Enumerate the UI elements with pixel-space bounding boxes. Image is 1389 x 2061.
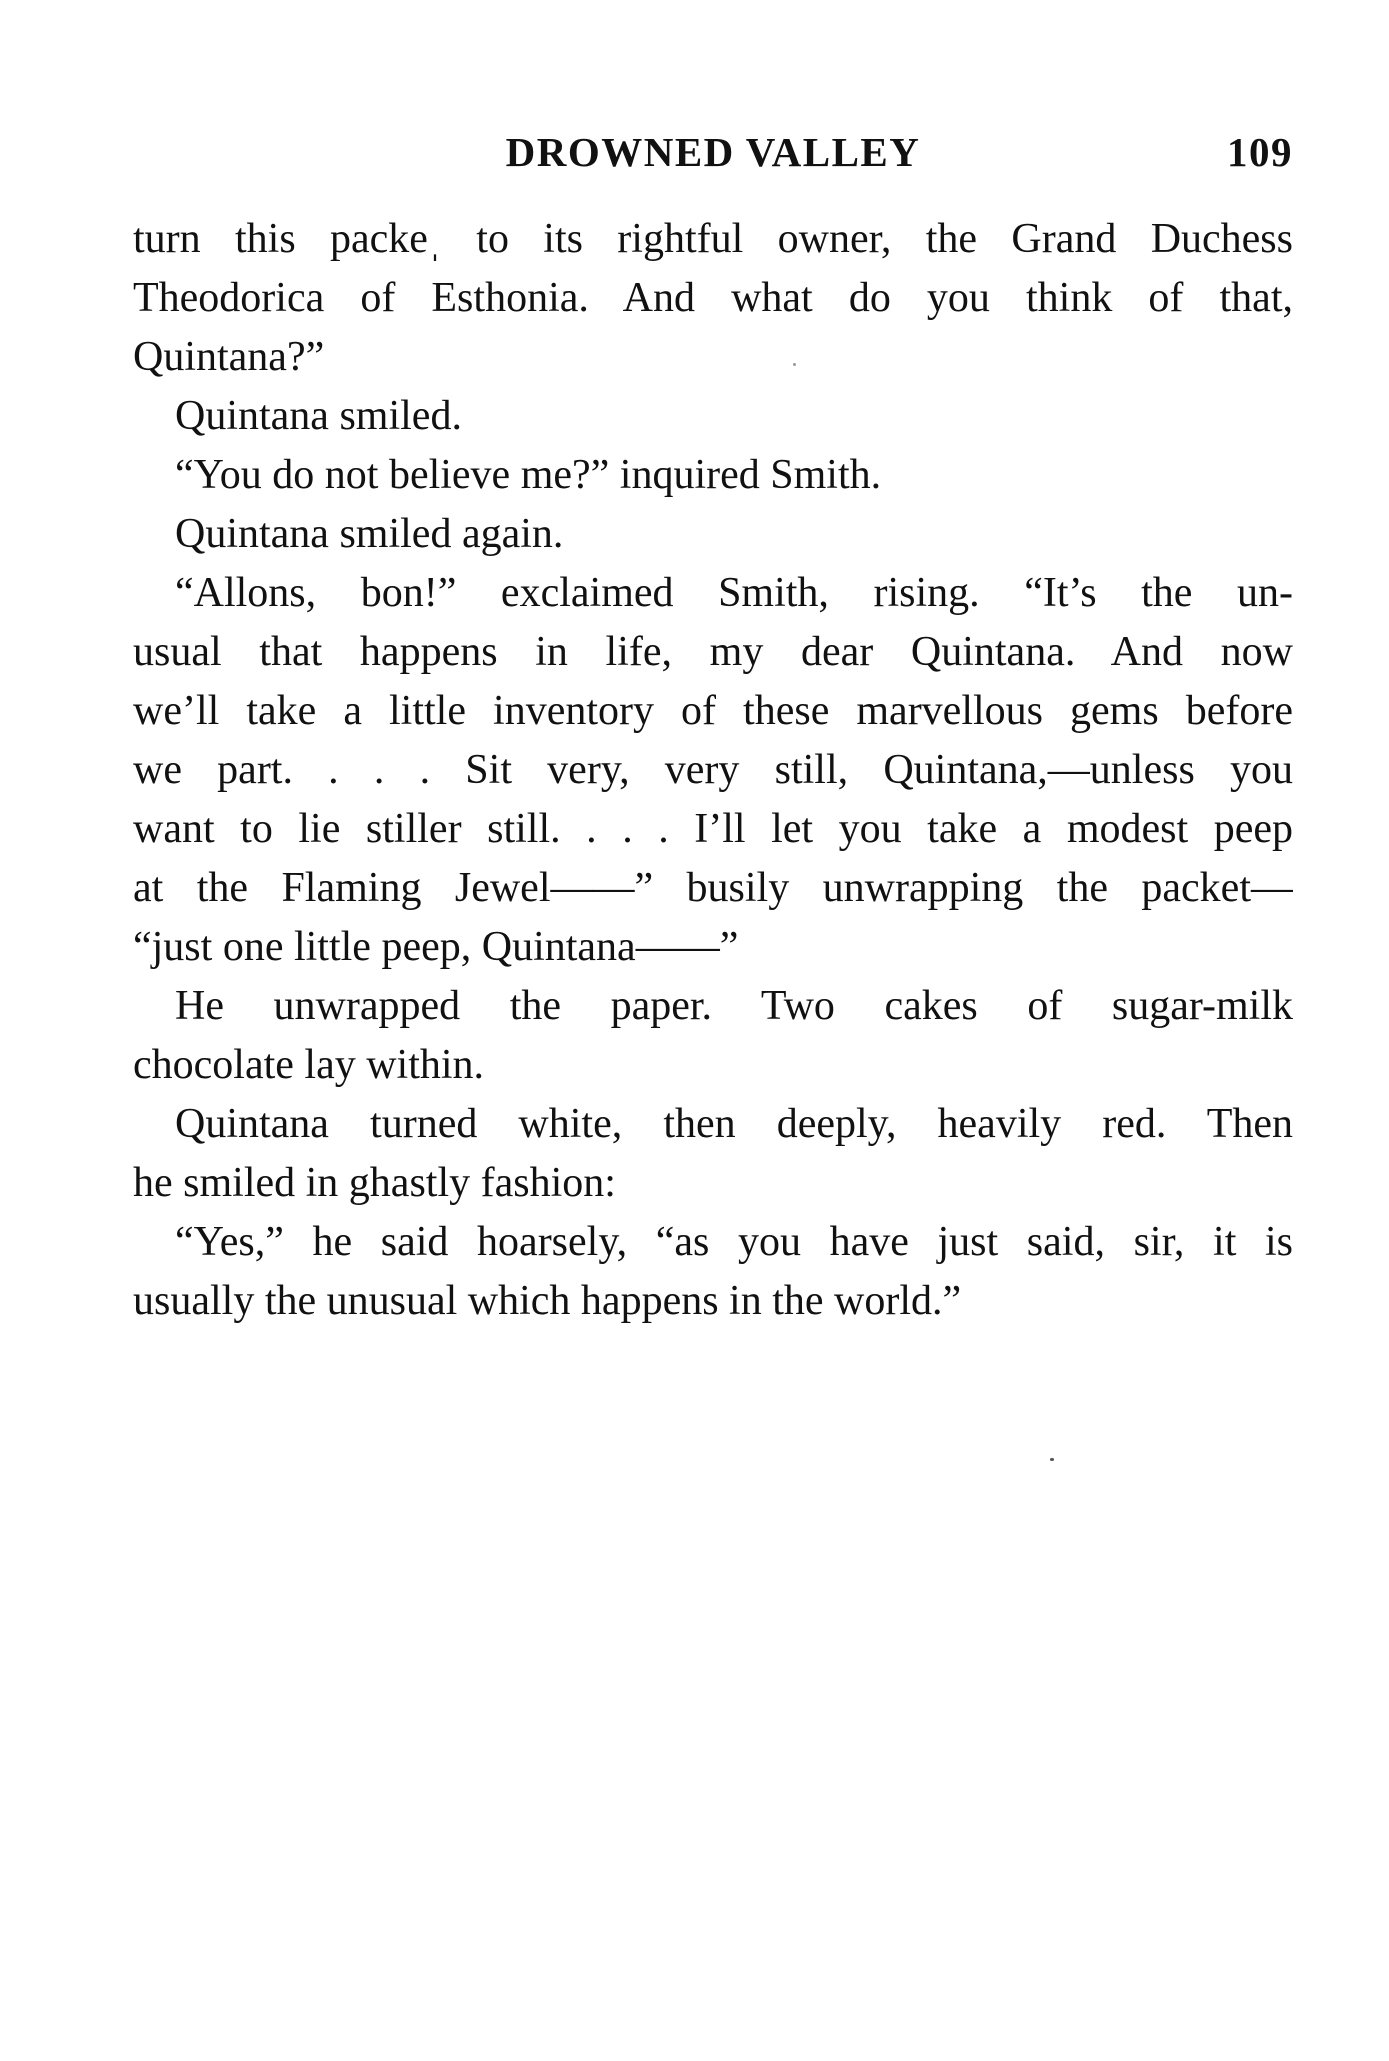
paragraph-start: “Yes,” he said hoarsely, “as you have just said, sir, it is [175,1219,1293,1265]
print-speck [793,363,796,366]
text-line: chocolate lay within. [133,1042,485,1088]
text-line: usual that happens in life, my dear Quintana. And now [133,629,1293,675]
text-line: “just one little peep, Quintana——” [133,924,739,970]
paragraph-start: “You do not believe me?” inquired Smith. [175,452,882,498]
text-line: Quintana?” [133,334,325,380]
running-title: DROWNED VALLEY [505,129,921,175]
paragraph-start: Quintana smiled again. [175,511,564,557]
text-line: we’ll take a little inventory of these marvellous gems before [133,688,1293,734]
text-line: at the Flaming Jewel——” busily unwrapping the packet— [133,865,1293,911]
print-speck [1050,1458,1054,1461]
text-line: turn this packeˌ to its rightful owner, the Grand Duchess [133,216,1293,262]
text-line: Theodorica of Esthonia. And what do you think of that, [133,275,1293,321]
running-head [133,128,1293,184]
paragraph-start: Quintana turned white, then deeply, heavily red. Then [175,1101,1293,1147]
paragraph-start: Quintana smiled. [175,393,462,439]
text-line: want to lie stiller still. . . . I’ll let you take a modest peep [133,806,1293,852]
paragraph-start: He unwrapped the paper. Two cakes of sugar-milk [175,983,1293,1029]
text-line: we part. . . . Sit very, very still, Quintana,—unless you [133,747,1293,793]
body-text [133,210,1293,1331]
page-number: 109 [1227,129,1293,175]
text-line: usually the unusual which happens in the world.” [133,1278,962,1324]
text-line: he smiled in ghastly fashion: [133,1160,616,1206]
paragraph-start: “Allons, bon!” exclaimed Smith, rising. “It’s the un- [175,570,1293,616]
